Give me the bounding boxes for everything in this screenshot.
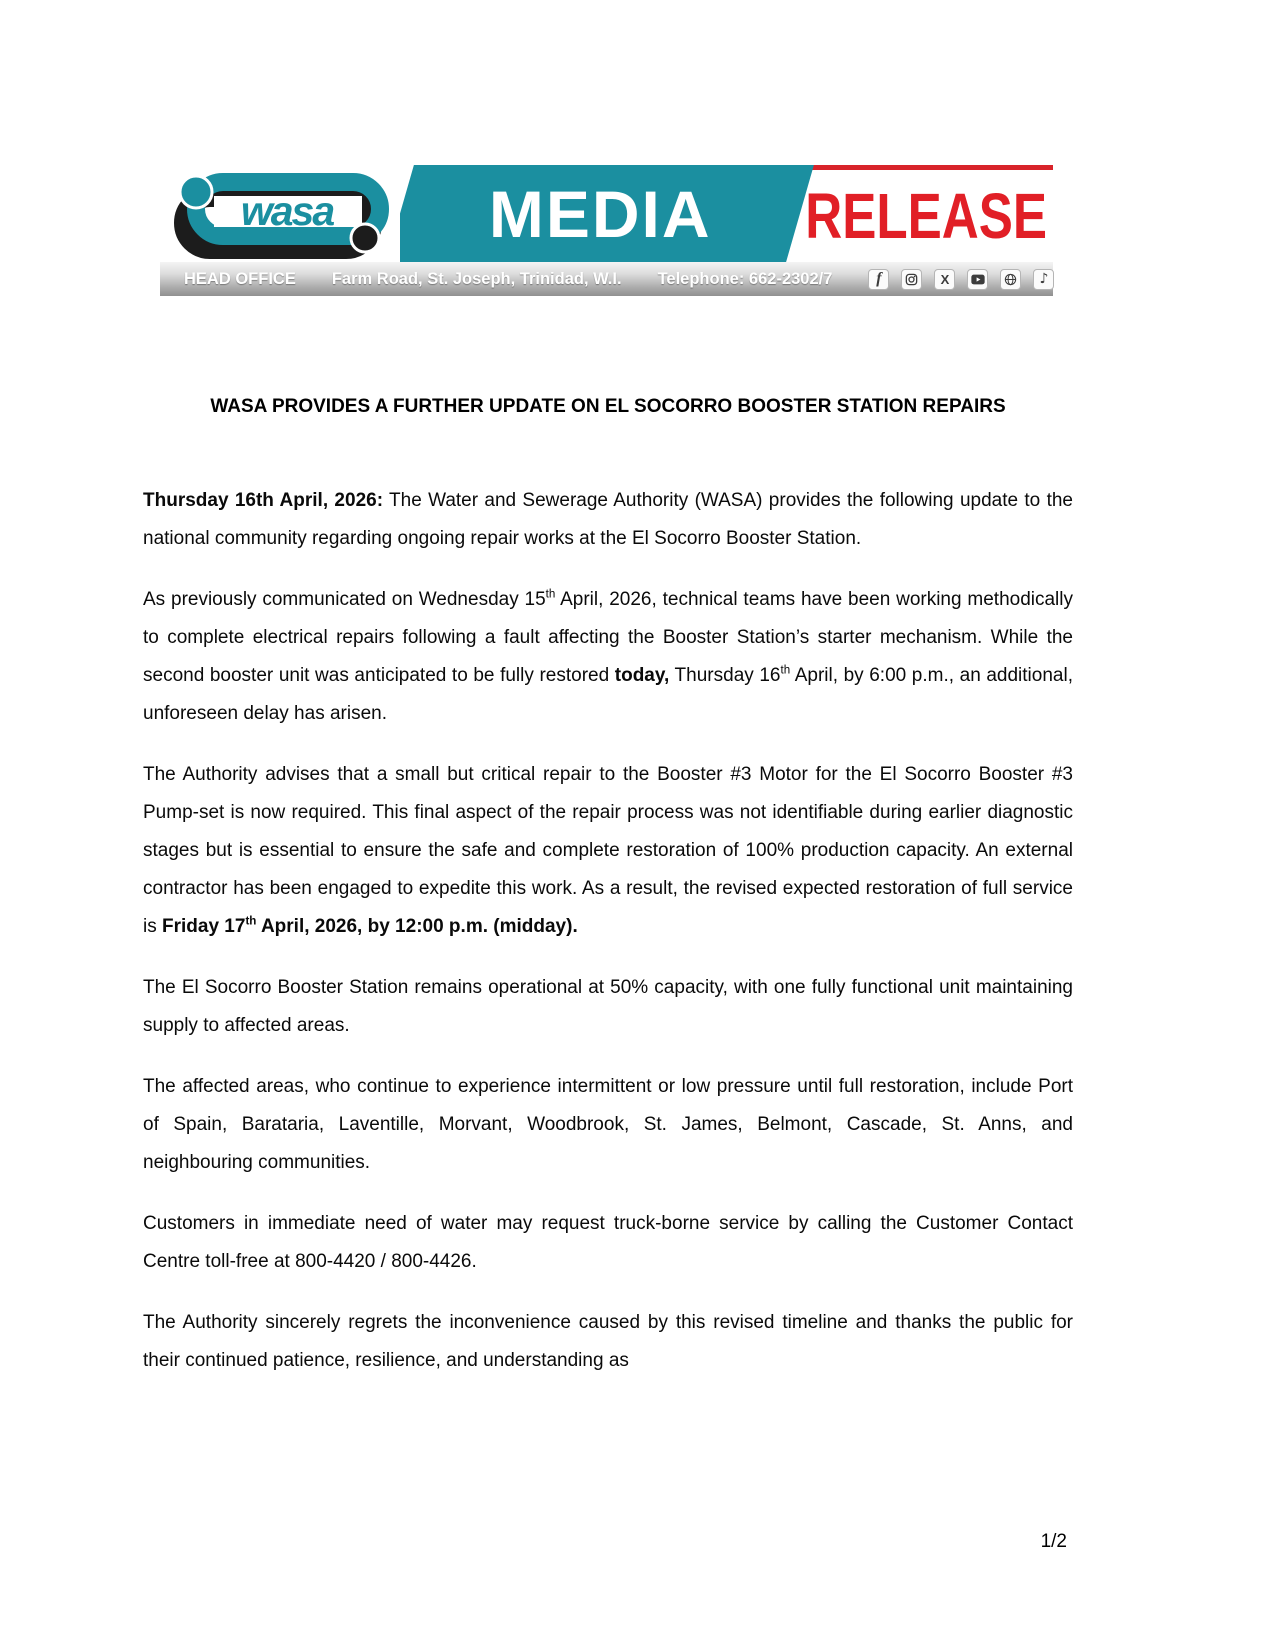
- release-label: RELEASE: [805, 180, 1048, 252]
- release-body: [143, 296, 1073, 1403]
- wasa-logo-graphic: [160, 165, 400, 262]
- media-label: MEDIA: [488, 176, 712, 251]
- facebook-icon: f: [868, 269, 889, 290]
- page-number: 1/2: [1040, 1531, 1067, 1552]
- paragraph-6: Customers in immediate need of water may request truck-borne service by calling the Customer Contact Centre toll-free at 800-4420 / 800-4426.: [143, 1213, 1073, 1272]
- paragraph-5: The affected areas, who continue to experience intermittent or low pressure until full restoration, include Port of Spain, Barataria, Laventille, Morvant, Woodbrook, St. James, Belmont, Cascade, St. Anns, and neighbouring communities.: [143, 1076, 1073, 1173]
- social-icons-row: [868, 269, 1054, 290]
- media-release-letterhead: [160, 165, 1053, 296]
- youtube-icon: [967, 269, 988, 290]
- paragraph-3: The Authority advises that a small but critical repair to the Booster #3 Motor for the El Socorro Booster #3 Pump-set is now required. This final aspect of the repair process was not identifiable during earlier diagnostic stages but is essential to ensure the safe and complete restoration of 100% production capacity. An external contractor has been engaged to expedite this work. As a result, the revised expected restoration of full service is Friday 17th April, 2026, by 12:00 p.m. (midday).: [143, 764, 1073, 937]
- media-banner-block: [386, 165, 814, 262]
- paragraph-7: The Authority sincerely regrets the inconvenience caused by this revised timeline and thanks the public for their continued patience, resilience, and understanding as: [143, 1312, 1073, 1371]
- paragraph-2: As previously communicated on Wednesday 15th April, 2026, technical teams have been working methodically to complete electrical repairs following a fault affecting the Booster Station’s starter mechanism. While the second booster unit was anticipated to be fully restored today, Thursday 16th April, by 6:00 p.m., an additional, unforeseen delay has arisen.: [143, 588, 1074, 724]
- letterhead-banner-top: [160, 165, 1053, 262]
- instagram-icon: [901, 269, 922, 290]
- address-text: Farm Road, St. Joseph, Trinidad, W.I.: [331, 269, 622, 288]
- wasa-logo: [160, 165, 400, 262]
- tiktok-icon: ♪: [1033, 269, 1054, 290]
- website-globe-icon: [1000, 269, 1021, 290]
- telephone-text: Telephone: 662-2302/7: [657, 269, 833, 288]
- paragraph-1: Thursday 16th April, 2026: The Water and Sewerage Authority (WASA) provides the following update to the national community regarding ongoing repair works at the El Socorro Booster Station.: [143, 490, 1073, 549]
- x-twitter-icon: X: [934, 269, 955, 290]
- paragraph-4: The El Socorro Booster Station remains operational at 50% capacity, with one fully functional unit maintaining supply to affected areas.: [143, 977, 1073, 1036]
- page-title: WASA PROVIDES A FURTHER UPDATE ON EL SOCORRO BOOSTER STATION REPAIRS: [210, 396, 1006, 417]
- release-banner-block: [800, 165, 1053, 262]
- wasa-logo-text: wasa: [240, 188, 334, 234]
- head-office-label: HEAD OFFICE: [184, 269, 296, 288]
- letterhead-contact-bar: [160, 262, 1053, 296]
